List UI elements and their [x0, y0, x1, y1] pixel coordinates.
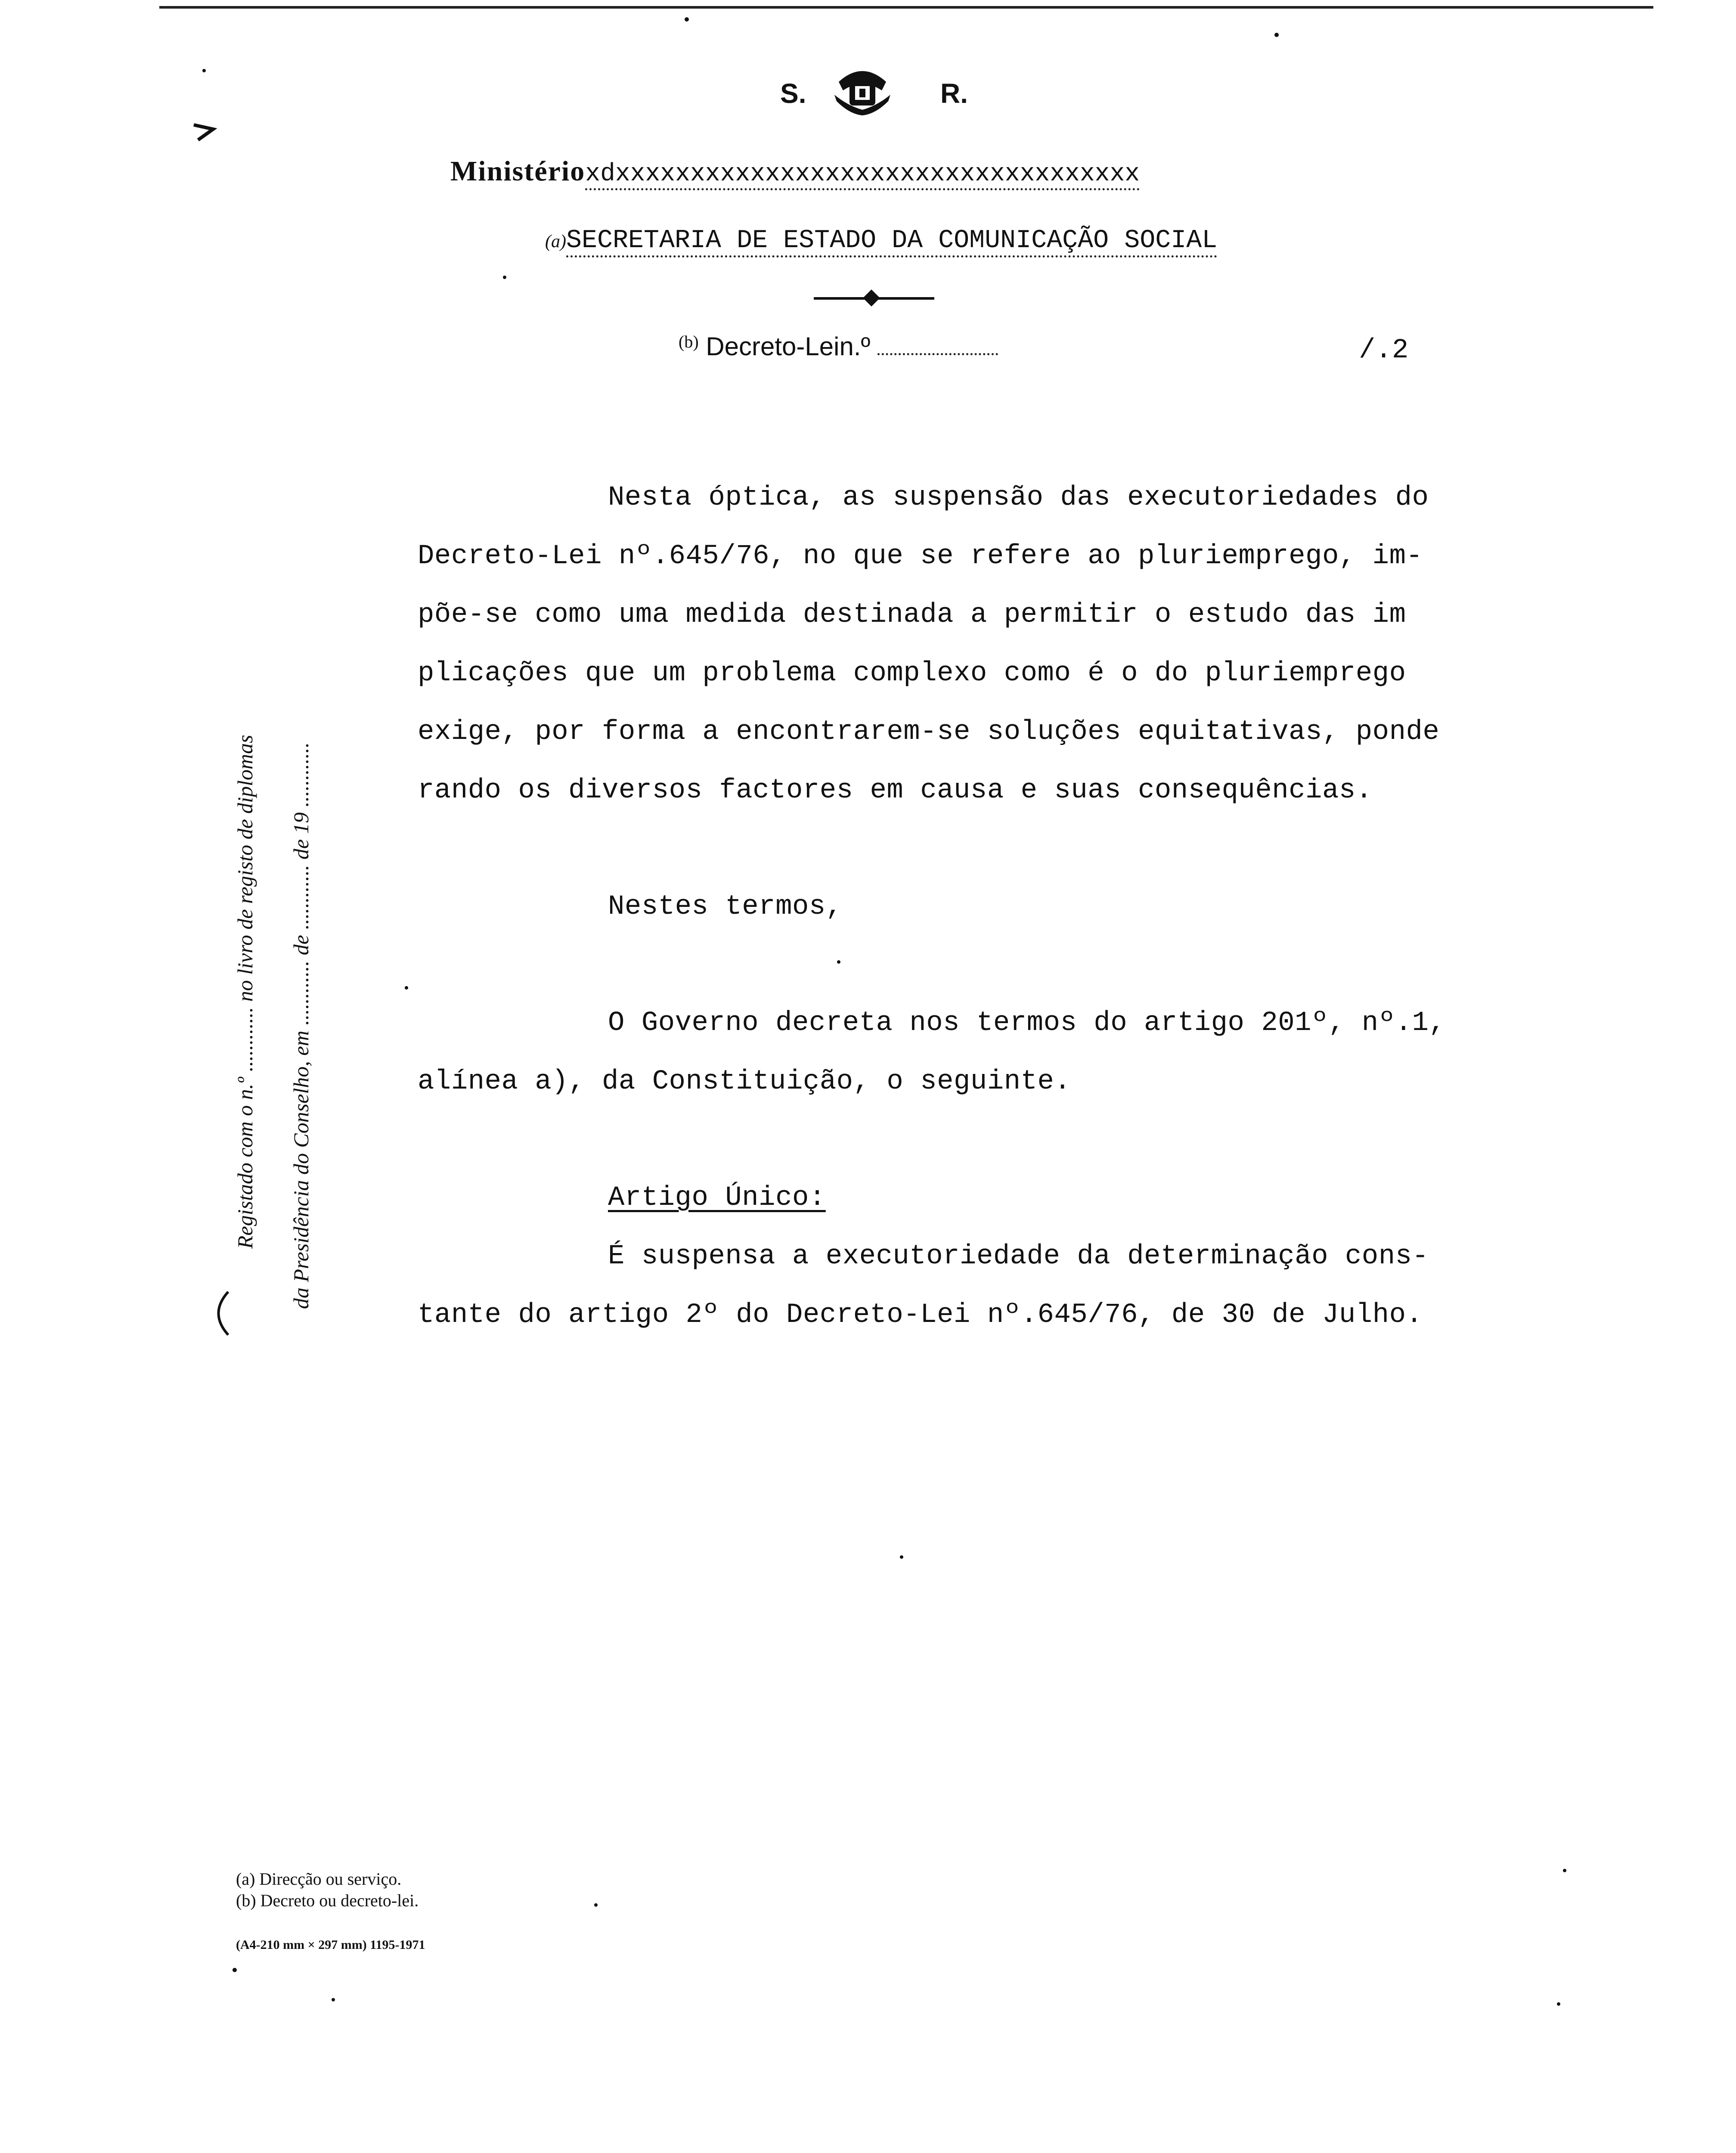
ministry-label: Ministério — [450, 155, 586, 187]
margin-registo-line1: Registado com o n.º ............ no livro de registo de diplomas — [233, 735, 257, 1249]
secretaria-marker: (a) — [545, 232, 566, 251]
header-s-letter: S. — [780, 78, 806, 109]
margin-bracket — [207, 1287, 232, 1339]
scan-mark — [189, 116, 220, 146]
coat-of-arms-emblem — [830, 65, 895, 116]
governo-line: alínea a), da Constituição, o seguinte. — [418, 1066, 1071, 1097]
scan-speck — [900, 1555, 903, 1559]
paragraph1-line: Decreto-Lei nº.645/76, no que se refere ao pluriemprego, im- — [418, 541, 1423, 572]
decree-line — [679, 332, 998, 361]
nestes-termos: Nestes termos, — [608, 891, 843, 922]
scan-speck — [837, 960, 840, 964]
decree-label: Decreto-Lein.º — [706, 332, 871, 361]
artigo-text-line: tante do artigo 2º do Decreto-Lei nº.645/76, de 30 de Julho. — [418, 1300, 1423, 1331]
scan-speck — [332, 1998, 335, 2001]
top-rule — [159, 6, 1653, 9]
header-r-letter: R. — [940, 78, 968, 109]
decree-number-blank — [877, 332, 998, 355]
paragraph1-line: rando os diversos factores em causa e suas consequências. — [418, 775, 1373, 806]
secretaria-text: SECRETARIA DE ESTADO DA COMUNICAÇÃO SOCIAL — [566, 226, 1217, 257]
scan-speck — [1557, 2002, 1560, 2006]
scan-speck — [405, 986, 408, 990]
scan-speck — [232, 1968, 237, 1972]
footnote-form-size: (A4-210 mm × 297 mm) 1195-1971 — [236, 1938, 425, 1952]
scan-speck — [202, 69, 206, 72]
ministry-line — [450, 155, 1140, 190]
divider-diamond — [863, 289, 880, 307]
scan-speck — [594, 1903, 598, 1907]
paragraph1-line: põe-se como uma medida destinada a permitir o estudo das im — [418, 599, 1406, 630]
scan-speck — [503, 276, 506, 279]
artigo-text-line: É suspensa a executoriedade da determinação cons- — [608, 1241, 1429, 1272]
secretaria-line — [545, 224, 1217, 257]
paragraph1-line: exige, por forma a encontrarem-se soluções equitativas, ponde — [418, 717, 1440, 748]
artigo-title: Artigo Único: — [608, 1182, 826, 1213]
paragraph1-line: plicações que um problema complexo como é o do pluriemprego — [418, 658, 1406, 689]
footnote-a: (a) Direcção ou serviço. — [236, 1869, 402, 1889]
ministry-fill: xdxxxxxxxxxxxxxxxxxxxxxxxxxxxxxxxxxxx — [585, 160, 1140, 190]
scan-speck — [1274, 33, 1279, 37]
page-number: /.2 — [1359, 335, 1409, 366]
margin-registo-line2: da Presidência do Conselho, em ............ de ............ de 19 ............ — [289, 742, 313, 1309]
paragraph1-line: Nesta óptica, as suspensão das executoriedades do — [608, 482, 1429, 513]
governo-line: O Governo decreta nos termos do artigo 201º, nº.1, — [608, 1008, 1446, 1039]
scan-speck — [1563, 1869, 1566, 1872]
scan-speck — [685, 17, 689, 22]
decree-marker: (b) — [679, 332, 699, 351]
footnote-b: (b) Decreto ou decreto-lei. — [236, 1891, 419, 1910]
